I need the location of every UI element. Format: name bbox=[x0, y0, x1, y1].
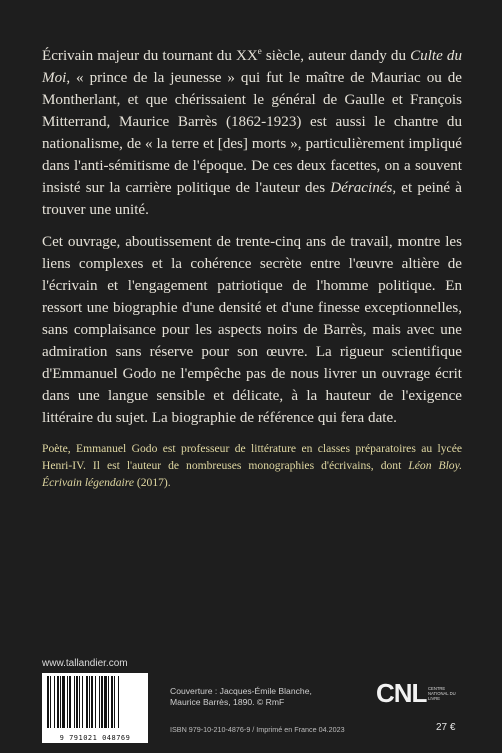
barcode-bar bbox=[95, 676, 96, 728]
blurb bbox=[42, 40, 462, 441]
barcode-bar bbox=[67, 676, 68, 728]
blurb-text: siècle, auteur dandy du bbox=[261, 48, 411, 65]
author-bio bbox=[42, 440, 462, 491]
barcode-bar bbox=[86, 676, 88, 728]
blurb-text: , « prince de la jeunesse » qui fut le maître de Mauriac ou de Montherlant, et que chérissaient le général de Gaulle et François Mitterrand, Maurice Barrès (1862-1923) est aussi le chantre du nationalisme, de « la terre et [des] morts », particulièrement impliqué dans l'anti-sémitisme de l'époque. De ces deux facettes, on a souvent insisté sur la carrière politique de l'auteur des bbox=[42, 70, 462, 197]
cnl-logo: CNL bbox=[376, 678, 427, 708]
barcode-bar bbox=[111, 676, 113, 728]
barcode-bar bbox=[79, 676, 80, 728]
publisher-website: www.tallandier.com bbox=[42, 658, 128, 669]
cover-credit-line: Couverture : Jacques-Émile Blanche, bbox=[170, 686, 312, 696]
barcode-bar bbox=[91, 676, 93, 728]
barcode-bar bbox=[104, 676, 107, 728]
century-superscript: e bbox=[257, 46, 262, 56]
cnl-logo-subtitle: CENTRE NATIONAL DU LIVRE bbox=[428, 686, 456, 701]
barcode-bar bbox=[89, 676, 90, 728]
barcode-bar bbox=[99, 676, 100, 728]
barcode-bar bbox=[101, 676, 103, 728]
barcode-bar bbox=[47, 676, 49, 728]
book-title-culte-du-moi: Culte du Moi bbox=[42, 48, 462, 87]
cover-credit-line: Maurice Barrès, 1890. © RmF bbox=[170, 697, 285, 707]
barcode-bar bbox=[60, 676, 61, 728]
book-title-deracines: Déracinés bbox=[330, 180, 393, 197]
barcode-bar bbox=[118, 676, 119, 728]
blurb-paragraph-1 bbox=[42, 40, 462, 221]
barcode-bar bbox=[74, 676, 75, 728]
barcode-bar bbox=[82, 676, 83, 728]
barcode-bar bbox=[57, 676, 59, 728]
blurb-paragraph-2: Cet ouvrage, aboutissement de trente-cinq ans de travail, montre les liens complexes et la cohérence secrète entre l'œuvre altière de l'écrivain et l'engagement patriotique de l'homme politique. En ressort une biographie d'une densité et d'une finesse exceptionnelles, sans complaisance pour les aspects noirs de Barrès, mais avec une admiration sans réserve pour son œuvre. La rigueur scientifique d'Emmanuel Godo ne l'empêche pas de nous livrer un ouvrage écrit dans une langue sensible et délicate, à la hauteur de l'exigence littéraire du sujet. La biographie de référence qui fera date. bbox=[42, 234, 462, 427]
author-bio-text: Poète, Emmanuel Godo est professeur de littérature en classes préparatoires au lycée Henri-IV. Il est l'auteur de nombreuses monographies d'écrivains, dont bbox=[42, 442, 462, 472]
author-bio-text: (2017). bbox=[133, 476, 171, 489]
isbn-line: ISBN 979-10-210-4876-9 / Imprimé en France 04.2023 bbox=[170, 725, 345, 734]
cover-credit bbox=[170, 686, 312, 708]
barcode-bar bbox=[76, 676, 78, 728]
blurb-text: Écrivain majeur du tournant du XX bbox=[42, 48, 258, 65]
barcode bbox=[42, 673, 148, 743]
barcode-bar bbox=[50, 676, 51, 728]
price: 27 € bbox=[436, 722, 456, 733]
barcode-bar bbox=[54, 676, 55, 728]
barcode-bars bbox=[46, 676, 144, 728]
book-title-leon-bloy: Léon Bloy. Écrivain légendaire bbox=[42, 459, 462, 489]
blurb-text: , et peiné à trouver une unité. bbox=[42, 180, 462, 219]
barcode-bar bbox=[114, 676, 115, 728]
barcode-number: 9 791021 048769 bbox=[59, 734, 131, 742]
barcode-bar bbox=[62, 676, 65, 728]
barcode-bar bbox=[69, 676, 71, 728]
barcode-bar bbox=[108, 676, 109, 728]
